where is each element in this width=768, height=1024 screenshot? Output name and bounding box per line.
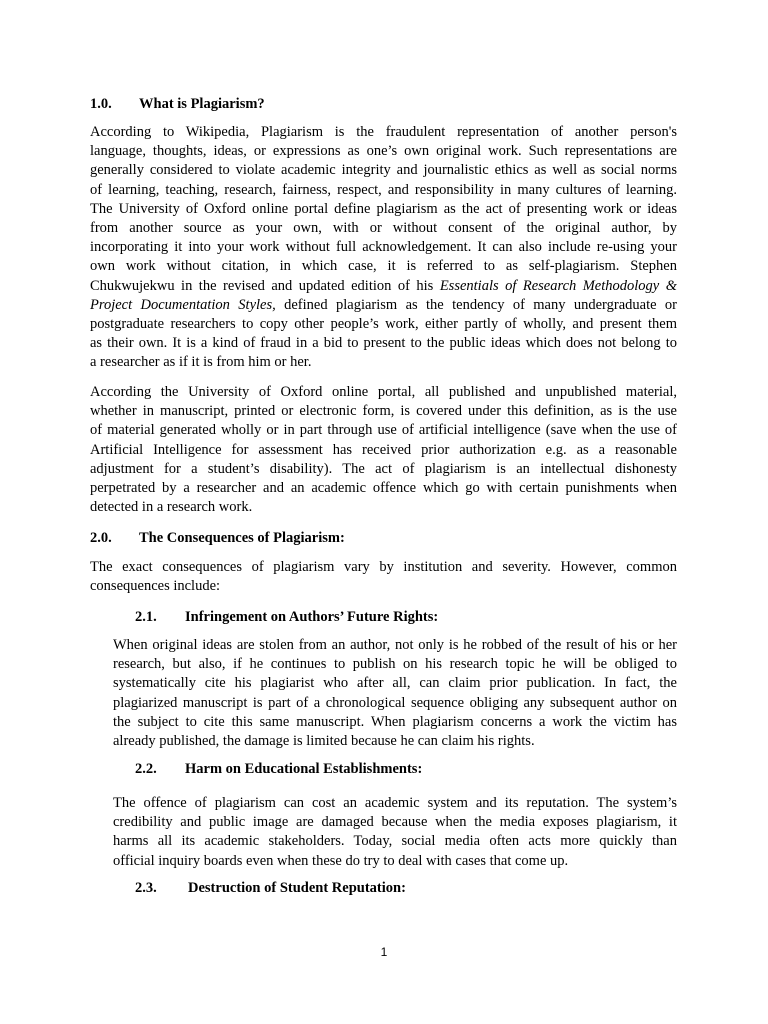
section-title: The Consequences of Plagiarism: [139,530,345,546]
text-line: of learning, teaching, research, fairness, respect, and responsibility in many cultures of learning. [90,181,677,198]
text-line: The University of Oxford online portal define plagiarism as the act of presenting work or ideas [90,200,677,217]
text-line [90,296,677,315]
paragraph-educational-harm [113,794,677,871]
text-line: consequences include: [90,578,221,595]
text-line: a researcher as if it is from him or her. [90,354,312,371]
text-line: as their own. It is a kind of fraud in a bid to present to the public ideas which does not belong to [90,335,677,352]
text-line: already published, the damage is limited because he can claim his rights. [113,733,535,750]
text-line: postgraduate researchers to copy other people’s work, either partly of wholly, and present them [90,316,677,333]
text-line: The exact consequences of plagiarism vary by institution and severity. However, common [90,559,677,575]
text-line: harms all its academic stakeholders. Today, social media often acts more quickly than [113,833,677,850]
text-line: perpetrated by a researcher and an academic offence which go with certain punishments when [90,480,677,497]
section-number: 2.3. [135,880,157,896]
text-line [90,277,677,296]
text-line: of material generated wholly or in part through use of artificial intelligence (save when the use of [90,422,677,439]
paragraph-consequences-intro [90,558,677,596]
book-title-italic: Project Documentation Styles, [90,296,276,313]
subsection-heading-2-1 [135,608,438,627]
text-run: defined plagiarism as the tendency of many undergraduate or [275,296,677,313]
section-heading-1 [90,95,265,114]
text-line: the subject to cite this same manuscript. When plagiarism concerns a work the victim has [113,713,677,730]
section-title: What is Plagiarism? [139,96,265,112]
section-title: Destruction of Student Reputation: [188,880,406,896]
text-line: language, thoughts, ideas, or expressions as one’s own original work. Such representations are [90,143,677,160]
section-number: 2.0. [90,530,112,546]
paragraph-authors-rights [113,636,677,751]
text-line: detected in a research work. [90,499,253,516]
section-heading-2 [90,529,345,548]
text-line: Artificial Intelligence for assessment has received prior authorization e.g. as a reasonable [90,441,677,458]
text-line: According the University of Oxford online portal, all published and unpublished material, [90,384,677,400]
text-line: systematically cite his plagiarist who after all, can claim prior publication. In fact, the [113,675,677,692]
text-line: official inquiry boards even when these do try to deal with cases that come up. [113,852,569,869]
paragraph-oxford-definition [90,383,677,517]
section-number: 2.1. [135,609,157,625]
text-line: plagiarized manuscript is part of a chronological sequence obliging any subsequent author on [113,694,677,711]
text-line: incorporating it into your work without full acknowledgement. It can also include re-using your [90,239,677,256]
page-number: 1 [380,945,388,959]
text-line: whether in manuscript, printed or electronic form, is covered under this definition, as is the use [90,403,677,420]
section-number: 2.2. [135,761,157,777]
text-line: own work without citation, in which case, it is referred to as self-plagiarism. Stephen [90,258,677,275]
text-line: from another source as your own, with or without consent of the original author, by [90,220,677,237]
section-number: 1.0. [90,96,112,112]
text-line: credibility and public image are damaged because when the media exposes plagiarism, it [113,814,677,831]
text-line: The offence of plagiarism can cost an academic system and its reputation. The system’s [113,795,677,811]
text-line: When original ideas are stolen from an author, not only is he robbed of the result of his or her [113,637,677,653]
paragraph-definition [90,123,677,373]
text-line: adjustment for a student’s disability). The act of plagiarism is an intellectual dishonesty [90,460,677,477]
book-title-italic: Essentials of Research Methodology & [439,277,677,294]
section-title: Infringement on Authors’ Future Rights: [185,609,439,625]
subsection-heading-2-3 [135,879,406,898]
subsection-heading-2-2 [135,760,422,779]
text-line: According to Wikipedia, Plagiarism is the fraudulent representation of another person's [90,124,677,140]
section-title: Harm on Educational Establishments: [185,761,423,777]
text-line: research, but also, if he continues to publish on his research topic he will be obliged to [113,656,677,673]
text-run: Chukwujekwu in the revised and updated edition of his [90,277,440,294]
text-line: generally considered to violate academic integrity and journalistic ethics as well as social norms [90,162,677,179]
